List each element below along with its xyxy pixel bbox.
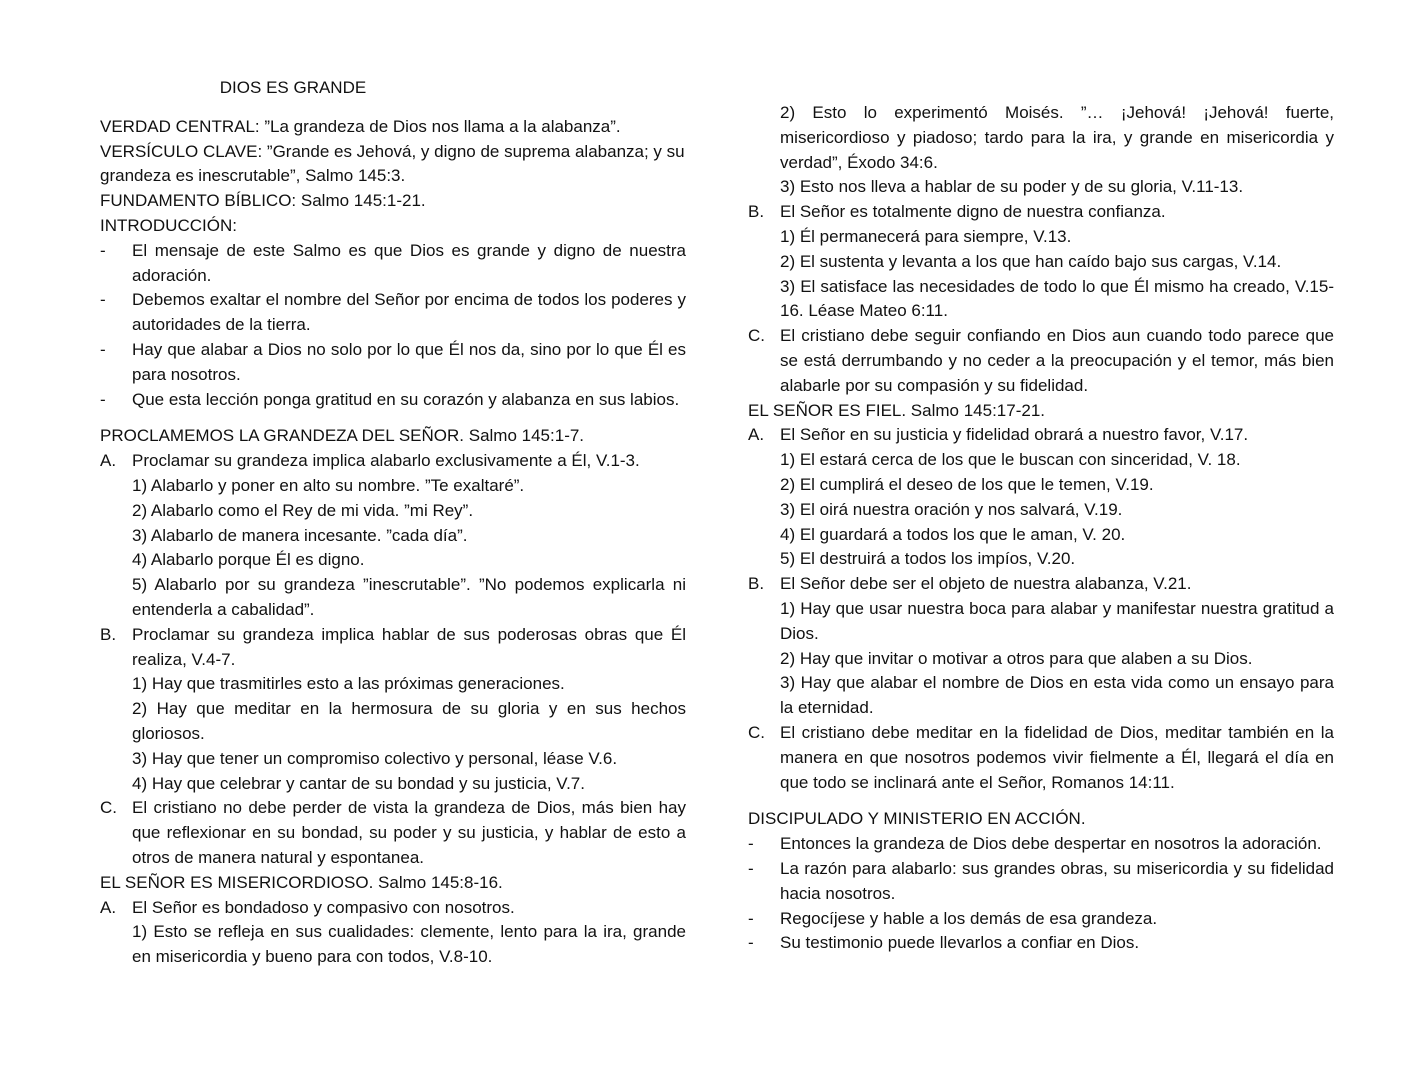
point-b: B. Proclamar su grandeza implica hablar de sus poderosas obras que Él realiza, V.4-7.: [100, 624, 686, 669]
sub-point: 2) Hay que invitar o motivar a otros para que alaben a su Dios.: [780, 648, 1253, 668]
point-a: A. Proclamar su grandeza implica alabarlo exclusivamente a Él, V.1-3.: [100, 451, 640, 471]
sub-point: 1) Hay que trasmitirles esto a las próximas generaciones.: [132, 674, 565, 694]
section-heading-discipulado: DISCIPULADO Y MINISTERIO EN ACCIÓN.: [748, 809, 1086, 829]
point-b: B. El Señor debe ser el objeto de nuestra alabanza, V.21.: [748, 574, 1192, 594]
sub-point: 3) El oirá nuestra oración y nos salvará, V.19.: [780, 499, 1123, 519]
intro-item: - El mensaje de este Salmo es que Dios es grande y digno de nuestra adoración.: [100, 240, 686, 285]
point-c: C. El cristiano debe seguir confiando en Dios aun cuando todo parece que se está derrumbando y no ceder a la preocupación y el temor, más bien alabarle por su compasión y su fidelidad.: [748, 326, 1334, 395]
sub-point: 3) Alabarlo de manera incesante. ”cada día”.: [132, 525, 468, 545]
point-c: C. El cristiano no debe perder de vista la grandeza de Dios, más bien hay que reflexionar en su bondad, su poder y su justicia, y hablar de esto a otros de manera natural y espontanea.: [100, 798, 686, 867]
discipulado-item: - Su testimonio puede llevarlos a confiar en Dios.: [748, 933, 1140, 953]
sub-point: 1) Él permanecerá para siempre, V.13.: [780, 226, 1072, 246]
point-a: A. El Señor es bondadoso y compasivo con nosotros.: [100, 897, 515, 917]
point-b: B. El Señor es totalmente digno de nuestra confianza.: [748, 202, 1166, 222]
sub-point: 2) Esto lo experimentó Moisés. ”… ¡Jehová! ¡Jehová! fuerte, misericordioso y piadoso; tardo para la ira, y grande en misericordia y verdad”, Éxodo 34:6.: [780, 103, 1334, 172]
sub-point: 4) Hay que celebrar y cantar de su bondad y su justicia, V.7.: [132, 773, 585, 793]
discipulado-item: - Entonces la grandeza de Dios debe despertar en nosotros la adoración.: [748, 834, 1322, 854]
sub-point: 2) Alabarlo como el Rey de mi vida. ”mi Rey”.: [132, 500, 474, 520]
point-a: A. El Señor en su justicia y fidelidad obrará a nuestro favor, V.17.: [748, 425, 1249, 445]
point-c: C. El cristiano debe meditar en la fidelidad de Dios, meditar también en la manera en que nosotros podemos vivir fielmente a Él, llegará el día en que todo se inclinará ante el Señor, Romanos 14:11.: [748, 722, 1334, 792]
intro-item: - Hay que alabar a Dios no solo por lo que Él nos da, sino por lo que Él es para nosotros.: [100, 339, 686, 384]
versiculo-clave: VERSÍCULO CLAVE: ”Grande es Jehová, y digno de suprema alabanza; y su grandeza es inescrutable”, Salmo 145:3.: [100, 141, 685, 186]
left-column: [100, 76, 686, 970]
sub-point: 3) Hay que tener un compromiso colectivo y personal, léase V.6.: [132, 748, 618, 768]
document-title: DIOS ES GRANDE: [219, 78, 367, 97]
sub-point: 5) El destruirá a todos los impíos, V.20.: [780, 549, 1076, 569]
sub-point: 4) El guardará a todos los que le aman, V. 20.: [780, 524, 1126, 544]
sub-point: 5) Alabarlo por su grandeza ”inescrutable”. ”No podemos explicarla ni entenderla a cabalidad”.: [132, 575, 686, 619]
sub-point: 3) Esto nos lleva a hablar de su poder y de su gloria, V.11-13.: [780, 177, 1244, 197]
verdad-central: VERDAD CENTRAL: ”La grandeza de Dios nos llama a la alabanza”.: [100, 116, 621, 136]
sub-point: 3) Hay que alabar el nombre de Dios en esta vida como un ensayo para la eternidad.: [780, 673, 1334, 718]
intro-item: - Debemos exaltar el nombre del Señor por encima de todos los poderes y autoridades de la tierra.: [100, 290, 686, 335]
sub-point: 2) El sustenta y levanta a los que han caído bajo sus cargas, V.14.: [780, 251, 1282, 271]
discipulado-item: - La razón para alabarlo: sus grandes obras, su misericordia y su fidelidad hacia nosotros.: [748, 858, 1334, 903]
introduccion-heading: INTRODUCCIÓN:: [100, 215, 237, 235]
sub-point: 2) Hay que meditar en la hermosura de su gloria y en sus hechos gloriosos.: [132, 699, 686, 743]
right-column: [748, 101, 1334, 956]
section-heading-proclamemos: PROCLAMEMOS LA GRANDEZA DEL SEÑOR. Salmo 145:1-7.: [100, 426, 585, 446]
sub-point: 4) Alabarlo porque Él es digno.: [132, 550, 365, 570]
fundamento-biblico: FUNDAMENTO BÍBLICO: Salmo 145:1-21.: [100, 191, 426, 211]
discipulado-item: - Regocíjese y hable a los demás de esa grandeza.: [748, 908, 1158, 928]
intro-item: - Que esta lección ponga gratitud en su corazón y alabanza en sus labios.: [100, 389, 680, 409]
sub-point: 1) El estará cerca de los que le buscan con sinceridad, V. 18.: [780, 450, 1241, 470]
section-heading-misericordioso: EL SEÑOR ES MISERICORDIOSO. Salmo 145:8-16.: [100, 872, 503, 892]
sub-point: 1) Esto se refleja en sus cualidades: clemente, lento para la ira, grande en misericordia y bueno para con todos, V.8-10.: [132, 922, 686, 967]
section-heading-fiel: EL SEÑOR ES FIEL. Salmo 145:17-21.: [748, 400, 1046, 420]
sub-point: 2) El cumplirá el deseo de los que le temen, V.19.: [780, 474, 1154, 494]
sub-point: 1) Hay que usar nuestra boca para alabar y manifestar nuestra gratitud a Dios.: [780, 598, 1334, 643]
sub-point: 1) Alabarlo y poner en alto su nombre. ”Te exaltaré”.: [132, 475, 525, 495]
sub-point: 3) El satisface las necesidades de todo lo que Él mismo ha creado, V.15-16. Léase Mateo 6:11.: [780, 276, 1334, 321]
